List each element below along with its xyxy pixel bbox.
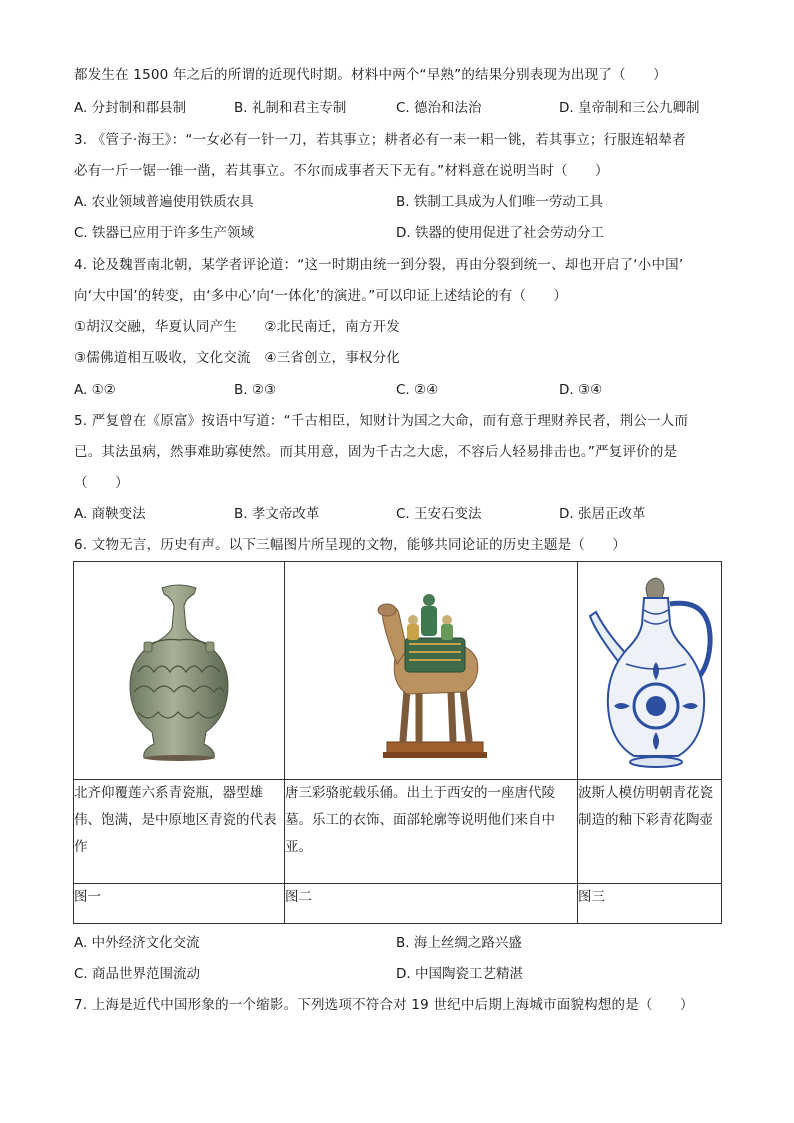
sancai-camel-image — [373, 580, 493, 765]
q5-line-2: 已。其法虽病，然事难助寡使然。而其用意，固为千古之大虑，不容后人轻易排击也。”严复评价的是 — [74, 444, 678, 460]
artifact-description-row — [74, 780, 722, 884]
artifact-image-row — [74, 562, 722, 780]
q5-option-a: A. 商鞅变法 — [74, 506, 146, 522]
q6-line-1: 6. 文物无言，历史有声。以下三幅图片所呈现的文物，能够共同论证的历史主题是（ ） — [74, 537, 627, 553]
artifact-table — [73, 561, 722, 924]
q2-option-d: D. 皇帝制和三公九卿制 — [559, 100, 700, 116]
artifact-image-cell-3 — [578, 562, 722, 780]
q2-stem-end: 都发生在 1500 年之后的所谓的近现代时期。材料中两个“早熟”的结果分别表现为出现了（ ） — [74, 67, 667, 83]
q6-option-a: A. 中外经济文化交流 — [74, 935, 200, 951]
q4-line-2: 向‘大中国’的转变，由‘多中心’向‘一体化’的演进。”可以印证上述结论的有（ ） — [74, 288, 568, 304]
blue-white-ewer-image — [586, 574, 718, 770]
q6-option-d: D. 中国陶瓷工艺精湛 — [396, 966, 523, 982]
q4-line-1: 4. 论及魏晋南北朝，某学者评论道：“这一时期由统一到分裂，再由分裂到统一、却也开启了‘小中国’ — [74, 257, 684, 273]
celadon-vase-image — [124, 582, 234, 762]
q3-line-1: 3. 《管子·海王》：“一女必有一针一刀，若其事立；耕者必有一耒一耜一铫，若其事立；行服连轺辇者 — [74, 132, 686, 148]
q4-option-a: A. ①② — [74, 382, 116, 398]
q5-line-3: （ ） — [74, 475, 129, 491]
q3-line-2: 必有一斤一锯一锥一凿，若其事立。不尔而成事者天下无有。”材料意在说明当时（ ） — [74, 163, 609, 179]
q2-option-a: A. 分封制和郡县制 — [74, 100, 187, 116]
q5-line-1: 5. 严复曾在《原富》按语中写道：“千古相臣，知财计为国之大命，而有意于理财养民者，荆公一人而 — [74, 413, 689, 429]
q5-option-b: B. 孝文帝改革 — [234, 506, 320, 522]
artifact-description-1: 北齐仰覆莲六系青瓷瓶，器型雄伟、饱满，是中原地区青瓷的代表作 — [74, 780, 285, 884]
artifact-description-3: 波斯人模仿明朝青花瓷制造的釉下彩青花陶壶 — [578, 780, 722, 884]
artifact-image-cell-2 — [285, 562, 578, 780]
q2-option-b: B. 礼制和君主专制 — [234, 100, 347, 116]
q4-option-b: B. ②③ — [234, 382, 277, 398]
q3-option-c: C. 铁器已应用于许多生产领域 — [74, 225, 255, 241]
q4-item-1: ①胡汉交融，华夏认同产生 ②北民南迁，南方开发 — [74, 319, 401, 335]
q3-option-b: B. 铁制工具成为人们唯一劳动工具 — [396, 194, 603, 210]
q3-option-a: A. 农业领域普遍使用铁质农具 — [74, 194, 254, 210]
figure-label-3: 图三 — [578, 884, 722, 924]
q4-option-c: C. ②④ — [396, 382, 439, 398]
artifact-figure-row — [74, 884, 722, 924]
q4-item-2: ③儒佛道相互吸收，文化交流 ④三省创立，事权分化 — [74, 350, 401, 366]
q4-option-d: D. ③④ — [559, 382, 603, 398]
q2-option-c: C. 德治和法治 — [396, 100, 482, 116]
q5-option-d: D. 张居正改革 — [559, 506, 646, 522]
q7-line-1: 7. 上海是近代中国形象的一个缩影。下列选项不符合对 19 世纪中后期上海城市面貌构想的是（ ） — [74, 997, 694, 1013]
q6-option-c: C. 商品世界范围流动 — [74, 966, 201, 982]
q6-option-b: B. 海上丝绸之路兴盛 — [396, 935, 522, 951]
figure-label-2: 图二 — [285, 884, 578, 924]
figure-label-1: 图一 — [74, 884, 285, 924]
q3-option-d: D. 铁器的使用促进了社会劳动分工 — [396, 225, 604, 241]
q5-option-c: C. 王安石变法 — [396, 506, 482, 522]
artifact-description-2: 唐三彩骆驼载乐俑。出土于西安的一座唐代陵墓。乐工的衣饰、面部轮廓等说明他们来自中亚。 — [285, 780, 578, 884]
artifact-image-cell-1 — [74, 562, 285, 780]
